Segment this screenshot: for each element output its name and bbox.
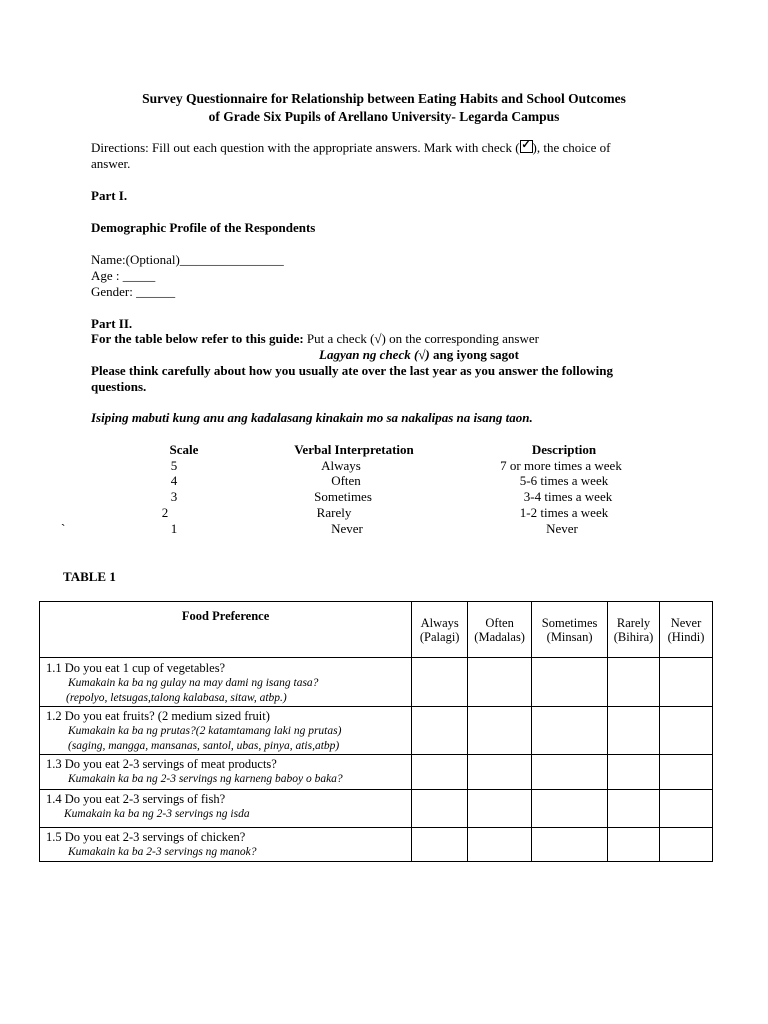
column-header-always	[412, 602, 468, 658]
answer-cell-rarely[interactable]	[608, 707, 660, 755]
verbal-header: Verbal Interpretation	[294, 442, 414, 457]
column-header-label: Sometimes	[541, 615, 598, 630]
column-header-sometimes	[532, 602, 608, 658]
answer-cell-sometimes[interactable]	[532, 707, 608, 755]
scale-row	[0, 473, 768, 489]
column-header-label: Never	[670, 615, 702, 630]
answer-cell-sometimes[interactable]	[532, 658, 608, 707]
answer-cell-often[interactable]	[468, 790, 532, 828]
scale-row	[0, 505, 768, 521]
table-row	[40, 658, 713, 707]
answer-cell-never[interactable]	[660, 755, 713, 790]
guide-rest: Put a check (√) on the corresponding answer	[303, 331, 539, 346]
column-header-never	[660, 602, 713, 658]
gender-field[interactable]: Gender: ______	[91, 284, 176, 299]
column-header-label: Rarely	[616, 615, 651, 630]
food-preference-table	[39, 601, 713, 862]
demographic-heading: Demographic Profile of the Respondents	[91, 220, 316, 235]
answer-cell-always[interactable]	[412, 790, 468, 828]
answer-cell-rarely[interactable]	[608, 790, 660, 828]
answer-cell-always[interactable]	[412, 707, 468, 755]
directions-text-end: ), the choice of	[532, 140, 611, 155]
question-text: 1.2 Do you eat fruits? (2 medium sized fruit)	[46, 709, 270, 723]
food-preference-header: Food Preference	[40, 602, 412, 658]
stray-mark: `	[61, 521, 66, 536]
column-header-often	[468, 602, 532, 658]
answer-cell-often[interactable]	[468, 828, 532, 862]
answer-cell-always[interactable]	[412, 828, 468, 862]
question-text: 1.1 Do you eat 1 cup of vegetables?	[46, 661, 226, 675]
age-field[interactable]: Age : _____	[91, 268, 156, 283]
description-value: 3-4 times a week	[523, 489, 613, 504]
column-header-rarely	[608, 602, 660, 658]
table1-label: TABLE 1	[63, 569, 116, 584]
question-tagalog: Kumakain ka ba 2-3 servings ng manok?	[68, 846, 257, 858]
column-header-label: Always	[420, 615, 459, 630]
scale-value: 4	[170, 473, 178, 488]
page-title-line-2: of Grade Six Pupils of Arellano University- Legarda Campus	[208, 109, 560, 124]
answer-cell-never[interactable]	[660, 828, 713, 862]
checkbox-icon	[520, 140, 533, 153]
description-header: Description	[531, 442, 597, 457]
answer-cell-always[interactable]	[412, 658, 468, 707]
table-row	[40, 790, 713, 828]
question-text: 1.3 Do you eat 2-3 servings of meat products?	[46, 757, 277, 771]
description-value: Never	[546, 521, 578, 536]
answer-cell-rarely[interactable]	[608, 828, 660, 862]
answer-cell-never[interactable]	[660, 658, 713, 707]
answer-cell-often[interactable]	[468, 707, 532, 755]
scale-header: Scale	[169, 442, 199, 457]
answer-cell-never[interactable]	[660, 707, 713, 755]
guide-tagalog-ital: Lagyan ng check (√)	[319, 347, 430, 362]
think-line-1: Please think carefully about how you usually ate over the last year as you answer the following	[91, 363, 613, 378]
scale-row	[0, 521, 768, 537]
table-row	[40, 707, 713, 755]
scale-value: 5	[170, 458, 178, 473]
guide-tagalog	[319, 347, 519, 363]
guide-bold: For the table below refer to this guide:	[91, 331, 304, 346]
verbal-value: Never	[331, 521, 363, 536]
question-tagalog: Kumakain ka ba ng prutas?(2 katamtamang laki ng prutas)	[68, 725, 342, 737]
page-title-line-1: Survey Questionnaire for Relationship between Eating Habits and School Outcomes	[142, 91, 626, 106]
part1-heading: Part I.	[91, 188, 128, 203]
question-tagalog: Kumakain ka ba ng gulay na may dami ng isang tasa?	[68, 677, 319, 689]
answer-cell-sometimes[interactable]	[532, 755, 608, 790]
verbal-value: Often	[331, 473, 361, 488]
question-text: 1.4 Do you eat 2-3 servings of fish?	[46, 792, 226, 806]
question-examples: (repolyo, letsugas,talong kalabasa, sitaw, atbp.)	[66, 692, 287, 704]
answer-cell-never[interactable]	[660, 790, 713, 828]
verbal-value: Sometimes	[314, 489, 372, 504]
scale-row	[0, 489, 768, 505]
scale-row	[0, 458, 768, 474]
description-value: 5-6 times a week	[519, 473, 609, 488]
question-cell	[40, 828, 412, 862]
column-header-tagalog: (Palagi)	[419, 629, 460, 644]
question-cell	[40, 707, 412, 755]
answer-cell-often[interactable]	[468, 755, 532, 790]
table-row	[40, 828, 713, 862]
description-value: 7 or more times a week	[500, 458, 622, 473]
question-tagalog: Kumakain ka ba ng 2-3 servings ng isda	[64, 808, 250, 820]
answer-cell-rarely[interactable]	[608, 658, 660, 707]
question-tagalog: Kumakain ka ba ng 2-3 servings ng karneng baboy o baka?	[68, 773, 343, 785]
column-header-tagalog: (Bihira)	[613, 629, 654, 644]
guide-tagalog-rest: ang iyong sagot	[429, 347, 519, 362]
table-header-row	[40, 602, 713, 658]
column-header-tagalog: (Hindi)	[667, 629, 705, 644]
guide-line	[91, 331, 539, 347]
answer-cell-often[interactable]	[468, 658, 532, 707]
scale-value: 2	[161, 505, 169, 520]
column-header-tagalog: (Madalas)	[474, 629, 525, 644]
verbal-value: Always	[321, 458, 361, 473]
part2-heading: Part II.	[91, 316, 133, 331]
column-header-label: Often	[485, 615, 514, 630]
table-row	[40, 755, 713, 790]
description-value: 1-2 times a week	[519, 505, 609, 520]
name-field[interactable]: Name:(Optional)________________	[91, 252, 284, 267]
column-header-tagalog: (Minsan)	[546, 629, 593, 644]
answer-cell-sometimes[interactable]	[532, 828, 608, 862]
scale-value: 1	[170, 521, 178, 536]
question-text: 1.5 Do you eat 2-3 servings of chicken?	[46, 830, 246, 844]
directions-line-2: answer.	[91, 156, 131, 171]
question-cell	[40, 755, 412, 790]
directions-text-start: Directions: Fill out each question with the appropriate answers. Mark with check (	[91, 140, 520, 155]
answer-cell-sometimes[interactable]	[532, 790, 608, 828]
tagalog-instruction: Isiping mabuti kung anu ang kadalasang kinakain mo sa nakalipas na isang taon.	[91, 410, 533, 425]
question-examples: (saging, mangga, mansanas, santol, ubas, pinya, atis,atbp)	[68, 740, 340, 752]
question-cell	[40, 790, 412, 828]
scale-header-row	[0, 442, 768, 458]
answer-cell-always[interactable]	[412, 755, 468, 790]
verbal-value: Rarely	[316, 505, 352, 520]
directions	[91, 140, 611, 156]
scale-value: 3	[170, 489, 178, 504]
answer-cell-rarely[interactable]	[608, 755, 660, 790]
question-cell	[40, 658, 412, 707]
think-line-2: questions.	[91, 379, 147, 394]
